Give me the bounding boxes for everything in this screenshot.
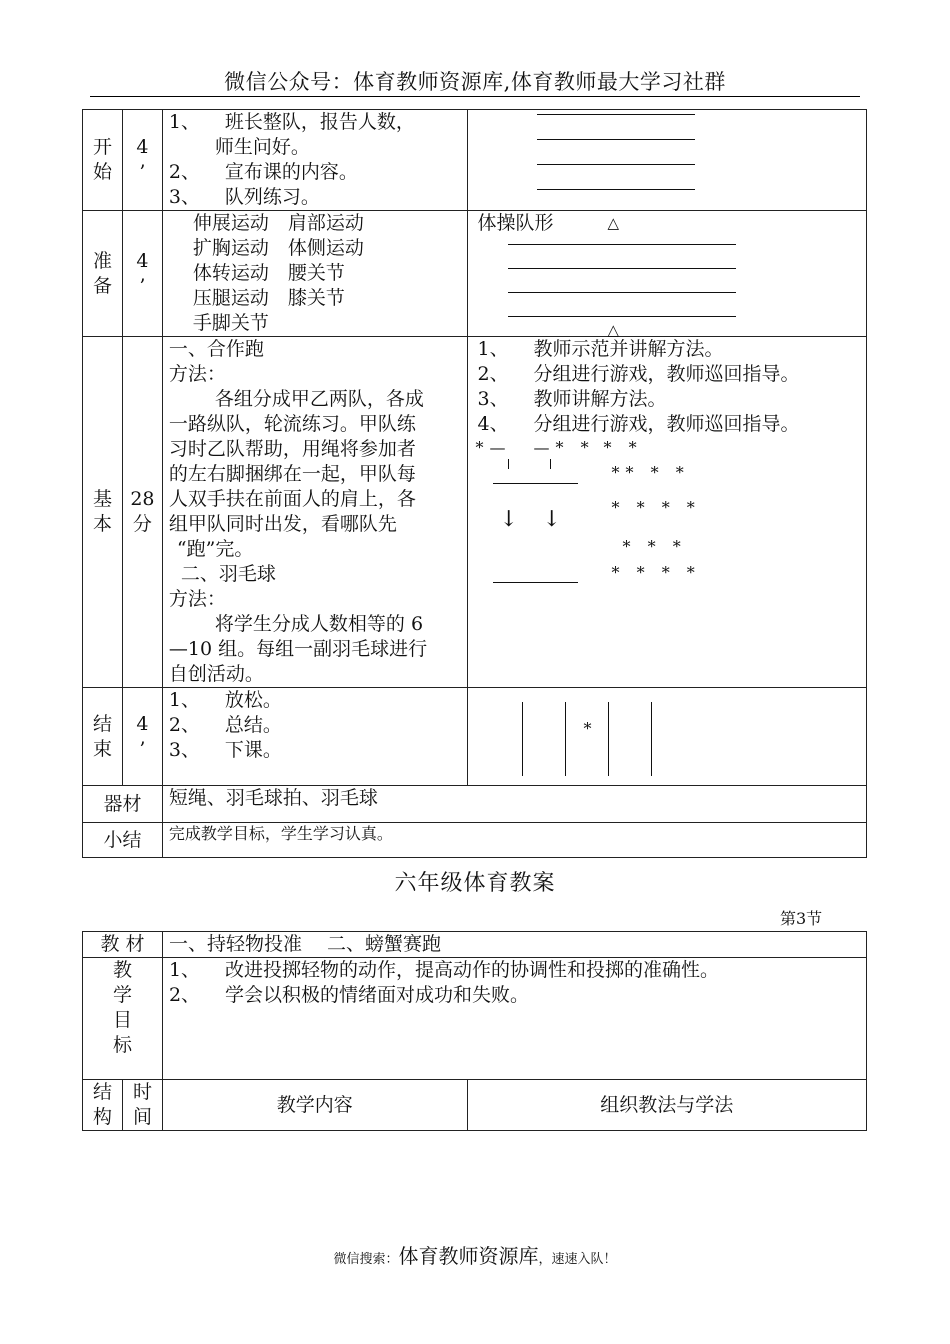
section-row-end	[83, 688, 867, 786]
section-time-end: 4 ’	[122, 688, 162, 786]
section-content-end: 1、 放松。 2、 总结。 3、 下课。	[162, 688, 467, 786]
section-content-prep: 伸展运动 肩部运动 扩胸运动 体侧运动 体转运动 腰关节 压腿运动 膝关节 手脚关节	[162, 211, 467, 337]
finish-line	[493, 582, 578, 583]
student-marks: * * * *	[611, 563, 701, 582]
goal-content: 1、 改进投掷轻物的动作，提高动作的协调性和投掷的准确性。 2、 学会以积极的情绪面对成功和失败。	[162, 958, 866, 1080]
section-label-prep: 准 备	[83, 211, 123, 337]
student-marks: * * * *	[611, 498, 701, 517]
student-marks: —* *	[533, 438, 595, 457]
equipment-label: 器材	[83, 786, 163, 823]
goal-label: 教 学 目 标	[83, 958, 163, 1080]
section-label-start: 开 始	[83, 110, 123, 211]
equipment-value: 短绳、羽毛球拍、羽毛球	[162, 786, 866, 823]
section-label-basic: 基 本	[83, 337, 123, 688]
header-divider	[90, 96, 860, 97]
section-row-basic	[83, 337, 867, 688]
formation-diagram-end	[467, 688, 866, 786]
gym-formation-label: 体操队形	[477, 212, 554, 234]
section-row-prep	[83, 211, 867, 337]
material-label: 教 材	[83, 932, 163, 958]
table-header-row	[83, 1080, 867, 1131]
formation-line	[537, 114, 695, 115]
rope-tick	[508, 459, 509, 469]
formation-line	[508, 268, 736, 269]
lesson-plan-table-2	[82, 931, 867, 1131]
footer-prefix: 微信搜索：	[333, 1252, 399, 1267]
formation-line	[537, 164, 695, 165]
method-step: 2、 分组进行游戏，教师巡回指导。	[477, 363, 800, 385]
section-time-basic: 28 分	[122, 337, 162, 688]
teacher-triangle-icon: △	[607, 214, 620, 232]
summary-label: 小结	[83, 823, 163, 858]
student-marks: * *	[603, 438, 643, 457]
formation-line	[651, 702, 652, 776]
start-line	[493, 483, 578, 484]
section-time-start: 4 ’	[122, 110, 162, 211]
lesson-plan-table-1	[82, 109, 867, 858]
summary-value: 完成教学目标，学生学习认真。	[162, 823, 866, 858]
material-value: 一、持轻物投准 二、螃蟹赛跑	[162, 932, 866, 958]
method-cell-basic	[467, 337, 866, 688]
formation-diagram-start	[467, 110, 866, 211]
student-marks: *—	[475, 438, 512, 457]
lesson-number: 第3节	[780, 909, 823, 928]
method-step: 4、 分组进行游戏，教师巡回指导。	[477, 413, 800, 435]
formation-line	[565, 702, 566, 776]
formation-line	[522, 702, 523, 776]
material-row	[83, 932, 867, 958]
formation-diagram-prep	[467, 211, 866, 337]
content-header: 教学内容	[162, 1080, 467, 1131]
structure-header: 结 构	[83, 1080, 123, 1131]
teacher-triangle-icon: △	[607, 321, 620, 339]
section-label-end: 结 束	[83, 688, 123, 786]
teacher-mark: *	[583, 719, 598, 738]
student-marks: ** * *	[611, 463, 690, 482]
method-step: 1、 教师示范并讲解方法。	[477, 338, 724, 360]
section-content-basic: 一、合作跑 方法： 各组分成甲乙两队，各成 一路纵队，轮流练习。甲队练 习时乙队帮助，用绳将参加者 的左右脚捆绑在一起，甲队每 人双手扶在前面人的肩上，各 组甲队同时出发，看哪队先 “跑”完。 二、羽毛球 方法： 将学生分成人数相等的 6 —10 组。每组一副羽毛球进行 自创活动。	[162, 337, 467, 688]
formation-line	[537, 189, 695, 190]
section-time-prep: 4 ’	[122, 211, 162, 337]
method-header: 组织教法与学法	[467, 1080, 866, 1131]
footer-suffix: ，速速入队！	[538, 1252, 617, 1267]
student-marks: * * *	[622, 537, 687, 556]
method-step: 3、 教师讲解方法。	[477, 388, 667, 410]
formation-line	[508, 316, 736, 317]
equipment-row	[83, 786, 867, 823]
rope-tick	[550, 459, 551, 469]
goal-row	[83, 958, 867, 1080]
section-row-start	[83, 110, 867, 211]
formation-line	[608, 702, 609, 776]
formation-line	[508, 244, 736, 245]
header-title: 微信公众号：体育教师资源库,体育教师最大学习社群	[224, 70, 726, 94]
footer	[0, 1240, 950, 1269]
summary-row	[83, 823, 867, 858]
formation-line	[508, 292, 736, 293]
document-title: 六年级体育教案	[394, 871, 556, 896]
arrow-down-icon: ↓	[542, 507, 561, 532]
section-content-start: 1、 班长整队，报告人数， 师生问好。 2、 宣布课的内容。 3、 队列练习。	[162, 110, 467, 211]
time-header: 时 间	[122, 1080, 162, 1131]
arrow-down-icon: ↓	[499, 507, 518, 532]
formation-line	[537, 139, 695, 140]
footer-name: 体育教师资源库	[398, 1244, 539, 1268]
